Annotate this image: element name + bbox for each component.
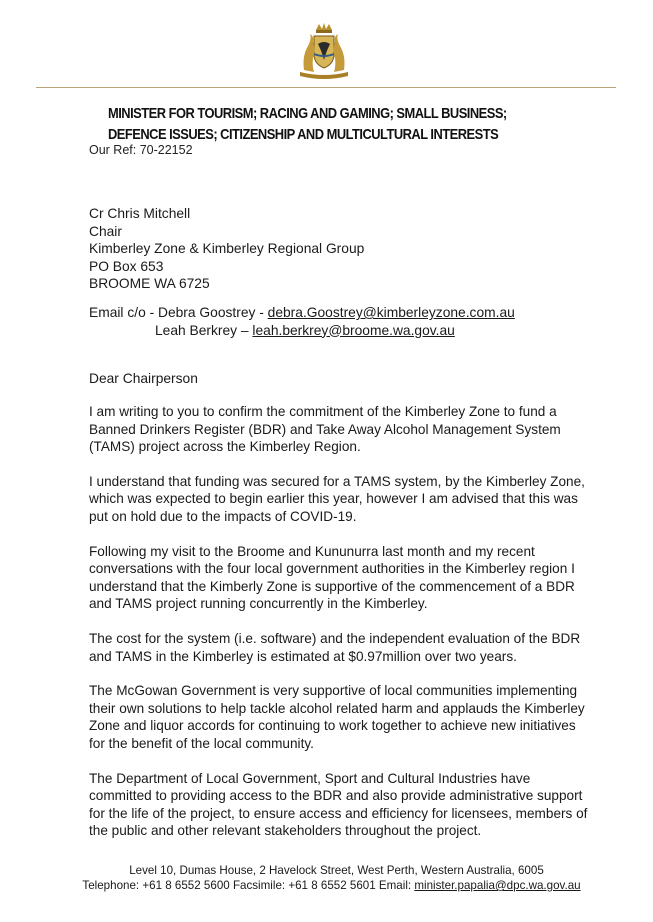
body-paragraph: The McGowan Government is very supportive of local communities implementing their own solutions to help tackle alcohol related harm and applauds the Kimberley Zone and liquor accords for continuing to work together to achieve new initiatives for the benefit of the local community. (89, 683, 585, 751)
email-care-of (89, 304, 515, 339)
recipient-town: BROOME WA 6725 (89, 276, 210, 291)
footer-contact (5, 879, 653, 892)
minister-title-line-1: MINISTER FOR TOURISM; RACING AND GAMING; SMALL BUSINESS; (108, 105, 507, 122)
body-paragraph: I understand that funding was secured for a TAMS system, by the Kimberley Zone, which was expected to begin earlier this year, however I am advised that this was put on hold due to the impacts of COVID-19. (89, 473, 585, 524)
salutation: Dear Chairperson (89, 371, 198, 386)
footer-contact-numbers: Telephone: +61 8 6552 5600 Facsimile: +61 8 6552 5601 Email: (82, 879, 415, 892)
recipient-address (89, 205, 364, 293)
recipient-role: Chair (89, 223, 122, 239)
email-link-debra[interactable]: debra.Goostrey@kimberleyzone.com.au (267, 305, 515, 320)
email-prefix: Email c/o - Debra Goostrey - (89, 305, 268, 320)
recipient-name: Cr Chris Mitchell (89, 206, 191, 221)
our-reference: Our Ref: 70-22152 (89, 143, 193, 157)
body-paragraph: The Department of Local Government, Sport and Cultural Industries have committed to providing access to the BDR and also provide administrative support for the life of the project, to ensure access and efficiency for licensees, members of the public and other relevant stakeholders throughout the project. (89, 770, 588, 839)
body-paragraph: I am writing to you to confirm the commitment of the Kimberley Zone to fund a Banned Drinkers Register (BDR) and Take Away Alcohol Management System (TAMS) project across the Kimberley Region. (89, 404, 561, 455)
recipient-organisation: Kimberley Zone & Kimberley Regional Group (89, 241, 365, 256)
footer-address: Level 10, Dumas House, 2 Havelock Street, West Perth, Western Australia, 6005 (129, 864, 544, 877)
minister-title-line-2: DEFENCE ISSUES; CITIZENSHIP AND MULTICULTURAL INTERESTS (108, 126, 499, 143)
body-paragraph: Following my visit to the Broome and Kununurra last month and my recent conversations with the four local government authorities in the Kimberley region I understand that the Kimberly Zone is supportive of the commencement of a BDR and TAMS project running concurrently in the Kimberley. (89, 543, 575, 612)
header-divider (36, 87, 616, 88)
email-name-leah: Leah Berkrey – (155, 322, 253, 338)
email-link-leah[interactable]: leah.berkrey@broome.wa.gov.au (252, 322, 455, 338)
recipient-po-box: PO Box 653 (89, 258, 164, 274)
letter-body (89, 403, 589, 857)
footer-email-link[interactable]: minister.papalia@dpc.wa.gov.au (414, 879, 581, 892)
minister-title (108, 103, 512, 145)
body-paragraph: The cost for the system (i.e. software) and the independent evaluation of the BDR and TAMS in the Kimberley is estimated at $0.97million over two years. (89, 630, 581, 664)
coat-of-arms-crest-icon (296, 22, 352, 80)
